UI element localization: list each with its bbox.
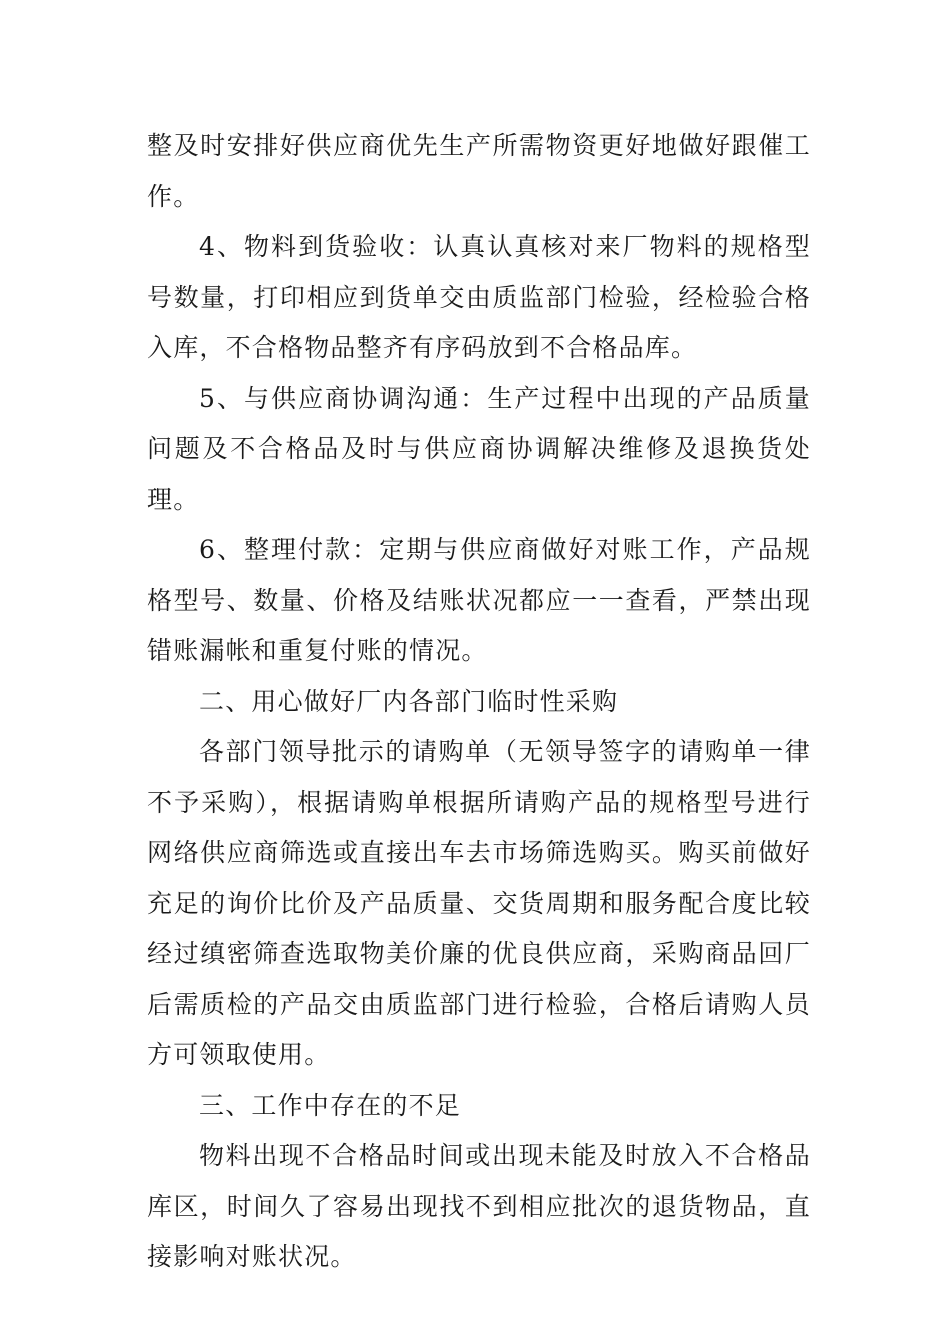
paragraph-continuation: 整及时安排好供应商优先生产所需物资更好地做好跟催工作。 (147, 131, 811, 211)
paragraph-item-5-supplier-coordination: 5、与供应商协调沟通：生产过程中出现的产品质量问题及不合格品及时与供应商协调解决维修及退换货处理。 (147, 383, 811, 514)
paragraph-item-4-material-receipt: 4、物料到货验收：认真认真核对来厂物料的规格型号数量，打印相应到货单交由质监部门检验，经检验合格入库，不合格物品整齐有序码放到不合格品库。 (147, 232, 811, 362)
paragraph-temporary-purchasing: 各部门领导批示的请购单（无领导签字的请购单一律不予采购），根据请购单根据所请购产品的规格型号进行网络供应商筛选或直接出车去市场筛选购买。购买前做好充足的询价比价及产品质量、交货周期和服务配合度比较经过缜密筛查选取物美价廉的优良供应商，采购商品回厂后需质检的产品交由质监部门进行检验，合格后请购人员方可领取使用。 (147, 737, 811, 1069)
document-body (147, 121, 811, 1283)
paragraph-item-6-payment: 6、整理付款：定期与供应商做好对账工作，产品规格型号、数量、价格及结账状况都应一一查看，严禁出现错账漏帐和重复付账的情况。 (147, 535, 811, 665)
section-heading-2: 二、用心做好厂内各部门临时性采购 (199, 686, 619, 716)
paragraph-shortcomings: 物料出现不合格品时间或出现未能及时放入不合格品库区，时间久了容易出现找不到相应批次的退货物品，直接影响对账状况。 (147, 1141, 811, 1271)
section-heading-3: 三、工作中存在的不足 (199, 1090, 462, 1120)
